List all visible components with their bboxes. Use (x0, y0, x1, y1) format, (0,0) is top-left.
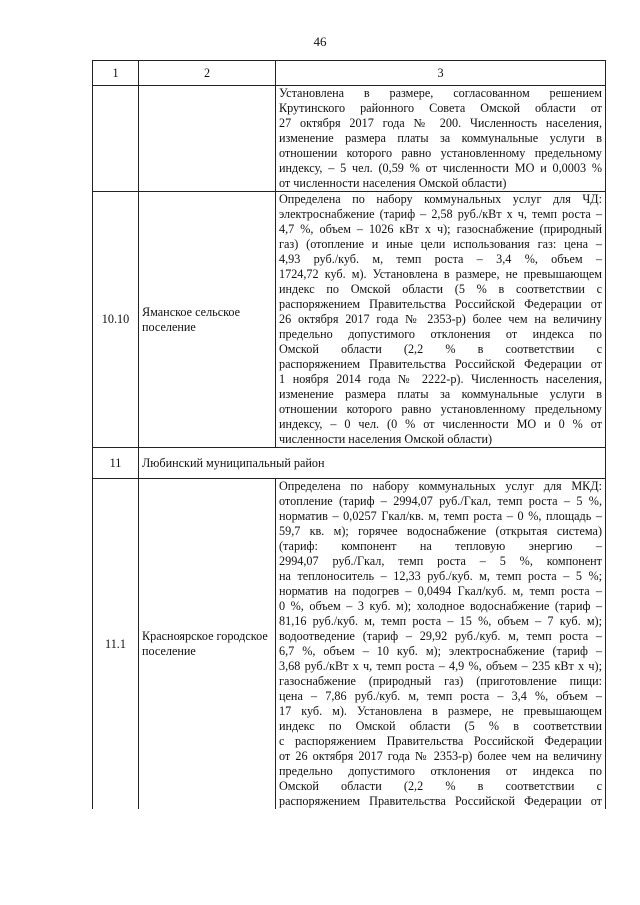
description-line: 6,7 %, объем – 10 куб. м); электроснабжение (тариф – (279, 644, 602, 658)
description-line: Установлена в размере, согласованном решением (279, 86, 602, 100)
description-line: от 26 октября 2017 года № 2353-р) более чем на величину (279, 749, 602, 763)
settlement-name: Красноярское городское поселение (139, 479, 276, 810)
table-row-continuation (93, 86, 606, 192)
district-name: Любинский муниципальный район (139, 448, 606, 479)
description-line: газ) (отопление и иные цели использования газ: цена – (279, 237, 602, 251)
row-number (93, 86, 139, 192)
description-line: Крутинского районного Совета Омской области от (279, 101, 602, 115)
row-number: 11 (93, 448, 139, 479)
description-line: отношении которого равно установленному предельному (279, 402, 602, 416)
row-description (276, 192, 606, 448)
description-line: водоотведение (тариф – 29,92 руб./куб. м, темп роста – (279, 629, 602, 643)
description-line: 81,16 руб./куб. м, темп роста – 15 %, объем – 7 куб. м); (279, 614, 602, 628)
description-line: 0 %, объем – 3 куб. м); холодное водоснабжение (тариф – (279, 599, 602, 613)
settlement-name: Яманское сельское поселение (139, 192, 276, 448)
description-line: Омской области (2,2 % в соответствии с (279, 342, 602, 356)
description-line: Определена по набору коммунальных услуг для МКД: (279, 479, 602, 493)
description-line: (тариф: компонент на тепловую энергию – (279, 539, 602, 553)
description-line: 27 октября 2017 года № 200. Численность населения, (279, 116, 602, 130)
row-description (276, 479, 606, 810)
table-row-11-district (93, 448, 606, 479)
description-line: 17 куб. м). Установлена в размере, не превышающем (279, 704, 602, 718)
description-line: от численности населения Омской области) (279, 176, 507, 190)
description-line: индекс по Омской области (5 % в соответствии (279, 719, 602, 733)
description-line: отношении которого равно установленному предельному (279, 146, 602, 160)
description-line: 3,68 руб./кВт х ч, темп роста – 4,9 %, объем – 235 кВт х ч); (279, 659, 602, 673)
description-line: 59,7 кв. м); горячее водоснабжение (открытая система) (279, 524, 602, 538)
description-line: распоряжением Правительства Российской Федерации от (279, 357, 602, 371)
description-line: изменение размера платы за коммунальные услуги в (279, 131, 602, 145)
description-line: индексу, – 5 чел. (0,59 % от численности МО и 0,0003 % (279, 161, 602, 175)
description-line: предельно допустимого отклонения от индекса по (279, 764, 602, 778)
description-line: изменение размера платы за коммунальные услуги в (279, 387, 602, 401)
indices-table (92, 60, 606, 809)
table-row-11-1 (93, 479, 606, 810)
table-row-10-10 (93, 192, 606, 448)
row-number: 10.10 (93, 192, 139, 448)
description-line: численности населения Омской области) (279, 432, 493, 446)
description-line: на теплоноситель – 12,33 руб./куб. м, темп роста – 5 %; (279, 569, 602, 583)
description-line: 4,7 %, объем – 1026 кВт х ч); газоснабжение (природный (279, 222, 602, 236)
description-line: цена – 7,86 руб./куб. м, темп роста – 3,4 %, объем – (279, 689, 602, 703)
description-line: 1 ноября 2014 года № 2222-р). Численность населения, (279, 372, 602, 386)
column-header-1: 1 (93, 61, 139, 86)
description-line: индексу, – 0 чел. (0 % от численности МО и 0 % от (279, 417, 602, 431)
table-header-row (93, 61, 606, 86)
description-line: с распоряжением Правительства Российской Федерации (279, 734, 602, 748)
description-line: 4,93 руб./куб. м, темп роста – 3,4 %, объем – (279, 252, 602, 266)
description-line: Определена по набору коммунальных услуг для ЧД: (279, 192, 602, 206)
description-line: электроснабжение (тариф – 2,58 руб./кВт х ч, темп роста – (279, 207, 602, 221)
row-number: 11.1 (93, 479, 139, 810)
column-header-3: 3 (276, 61, 606, 86)
description-line: предельно допустимого отклонения от индекса по (279, 327, 602, 341)
description-line: Омской области (2,2 % в соответствии с (279, 779, 602, 793)
description-line: газоснабжение (природный газ) (приготовление пищи: (279, 674, 602, 688)
description-line: распоряжением Правительства Российской Федерации от (279, 794, 602, 808)
description-line: индекс по Омской области (5 % в соответствии с (279, 282, 602, 296)
description-line: 26 октября 2017 года № 2353-р) более чем на величину (279, 312, 602, 326)
description-line: 1724,72 куб. м). Установлена в размере, не превышающем (279, 267, 602, 281)
description-line: 2994,07 руб./Гкал, темп роста – 5 %, компонент (279, 554, 602, 568)
settlement-name (139, 86, 276, 192)
row-description (276, 86, 606, 192)
description-line: норматив на подогрев – 0,0494 Гкал/куб. м, темп роста – (279, 584, 602, 598)
description-line: норматив – 0,0257 Гкал/кв. м, темп роста – 0 %, площадь – (279, 509, 602, 523)
column-header-2: 2 (139, 61, 276, 86)
description-line: распоряжением Правительства Российской Федерации от (279, 297, 602, 311)
description-line: отопление (тариф – 2994,07 руб./Гкал, темп роста – 5 %, (279, 494, 602, 508)
page-number: 46 (313, 34, 327, 49)
